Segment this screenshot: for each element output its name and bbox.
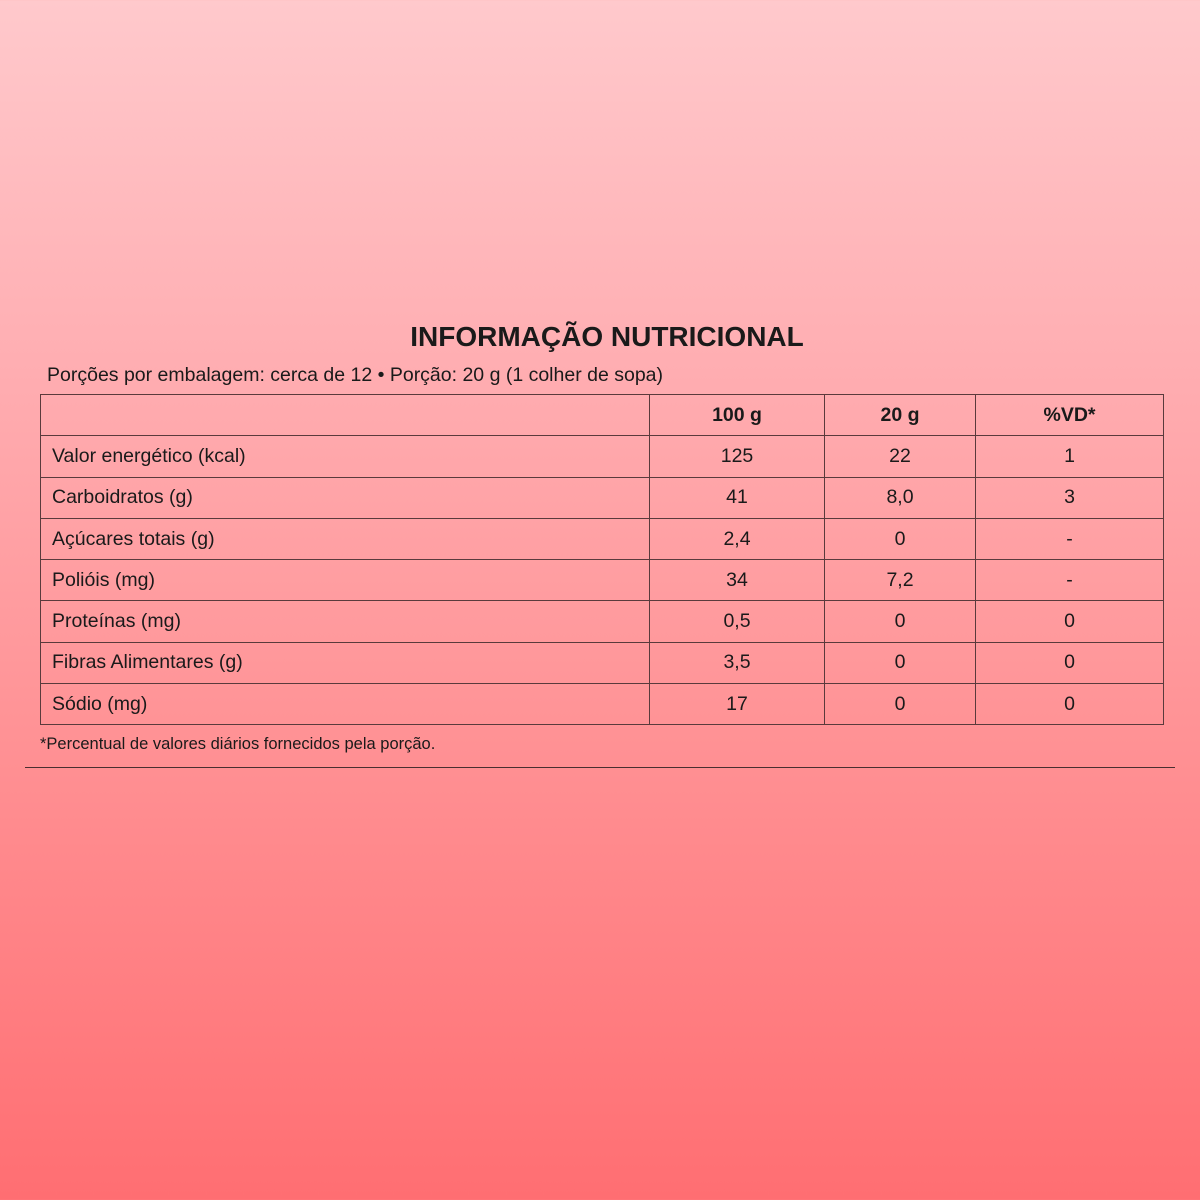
table-header-row — [41, 395, 1164, 436]
header-100g: 100 g — [650, 395, 825, 436]
value-100g: 3,5 — [650, 642, 825, 683]
value-100g: 125 — [650, 436, 825, 477]
value-vd: 1 — [976, 436, 1164, 477]
page-title: INFORMAÇÃO NUTRICIONAL — [410, 321, 804, 352]
value-100g: 41 — [650, 477, 825, 518]
nutrient-label: Carboidratos (g) — [41, 477, 650, 518]
value-vd: - — [976, 518, 1164, 559]
value-vd: 0 — [976, 642, 1164, 683]
value-100g: 0,5 — [650, 601, 825, 642]
header-20g: 20 g — [825, 395, 976, 436]
table-row — [41, 518, 1164, 559]
value-100g: 2,4 — [650, 518, 825, 559]
header-vd: %VD* — [976, 395, 1164, 436]
nutrient-label: Polióis (mg) — [41, 560, 650, 601]
value-vd: 0 — [976, 601, 1164, 642]
value-20g: 7,2 — [825, 560, 976, 601]
value-100g: 17 — [650, 684, 825, 725]
value-100g: 34 — [650, 560, 825, 601]
table-row — [41, 642, 1164, 683]
value-20g: 8,0 — [825, 477, 976, 518]
table-row — [41, 601, 1164, 642]
nutrient-label: Açúcares totais (g) — [41, 518, 650, 559]
value-20g: 0 — [825, 601, 976, 642]
value-20g: 0 — [825, 642, 976, 683]
nutrient-label: Valor energético (kcal) — [41, 436, 650, 477]
table-row — [41, 560, 1164, 601]
divider — [25, 767, 1175, 768]
table-row — [41, 684, 1164, 725]
table-row — [41, 436, 1164, 477]
value-vd: - — [976, 560, 1164, 601]
value-vd: 3 — [976, 477, 1164, 518]
header-nutrient — [41, 395, 650, 436]
value-20g: 0 — [825, 518, 976, 559]
footnote: *Percentual de valores diários fornecidos pela porção. — [40, 735, 436, 753]
table-row — [41, 477, 1164, 518]
nutrient-label: Fibras Alimentares (g) — [41, 642, 650, 683]
nutrition-table — [40, 394, 1164, 725]
value-20g: 22 — [825, 436, 976, 477]
value-vd: 0 — [976, 684, 1164, 725]
value-20g: 0 — [825, 684, 976, 725]
nutrient-label: Sódio (mg) — [41, 684, 650, 725]
nutrient-label: Proteínas (mg) — [41, 601, 650, 642]
serving-info: Porções por embalagem: cerca de 12 • Porção: 20 g (1 colher de sopa) — [47, 364, 664, 386]
